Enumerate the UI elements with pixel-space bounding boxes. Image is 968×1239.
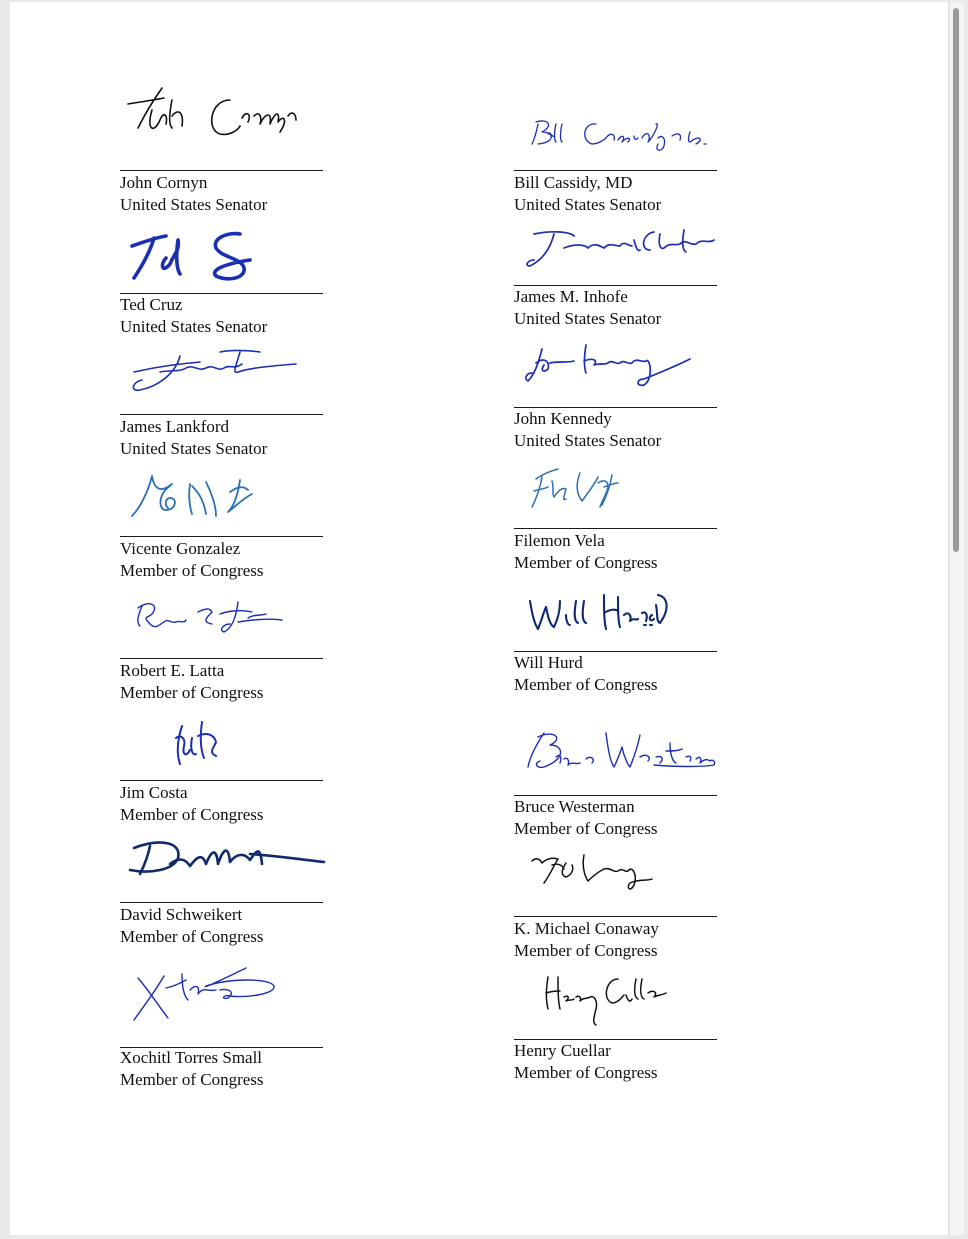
signatory-name: Vicente Gonzalez [120, 539, 241, 558]
signature-image-bill-cassidy [514, 100, 724, 170]
signature-line [120, 780, 323, 781]
signature-line [120, 902, 323, 903]
signatory-title: Member of Congress [120, 1070, 264, 1089]
signature-image-filemon-vela [514, 457, 724, 532]
signatory-name: Jim Costa [120, 783, 188, 802]
signatory-title: Member of Congress [120, 683, 264, 702]
signature-line [120, 414, 323, 415]
signature-block-robert-latta [120, 586, 330, 708]
signatory-name: James M. Inhofe [514, 287, 628, 306]
signature-image-vicente-gonzalez [120, 464, 330, 539]
signature-image-john-cornyn [120, 80, 330, 155]
signature-block-henry-cuellar [514, 965, 724, 1087]
signature-block-james-inhofe [514, 220, 724, 335]
signature-image-henry-cuellar [514, 965, 724, 1040]
signature-block-bill-cassidy [514, 100, 724, 220]
signature-image-jim-costa [120, 708, 330, 783]
signatory-title: Member of Congress [514, 819, 658, 838]
signatory-title: Member of Congress [120, 927, 264, 946]
signature-block-ted-cruz [120, 220, 330, 342]
signature-line [514, 1039, 717, 1040]
signature-block-michael-conaway [514, 843, 724, 965]
signatory-name: David Schweikert [120, 905, 243, 924]
signature-block-jim-costa [120, 708, 330, 830]
signatory-name: Bill Cassidy, MD [514, 173, 633, 192]
signature-image-michael-conaway [514, 843, 724, 918]
signatory-title: United States Senator [514, 431, 662, 450]
signature-image-robert-latta [120, 586, 330, 661]
signature-line [514, 651, 717, 652]
signature-image-bruce-westerman [514, 721, 724, 796]
signature-image-david-schweikert [120, 830, 330, 905]
signatory-name: Will Hurd [514, 653, 583, 672]
signature-line [120, 536, 323, 537]
signature-line [514, 407, 717, 408]
signature-block-xochitl-torres-small [120, 952, 330, 1092]
signatory-name: James Lankford [120, 417, 230, 436]
signatory-title: Member of Congress [120, 805, 264, 824]
signature-block-will-hurd [514, 579, 724, 699]
signatory-name: John Kennedy [514, 409, 612, 428]
signature-line [514, 916, 717, 917]
signature-line [514, 285, 717, 286]
signature-block-james-lankford [120, 342, 330, 464]
signatory-name: John Cornyn [120, 173, 208, 192]
signatory-title: Member of Congress [514, 553, 658, 572]
signatory-title: United States Senator [514, 195, 662, 214]
signatory-title: Member of Congress [514, 675, 658, 694]
signatory-title: United States Senator [120, 195, 268, 214]
signature-block-david-schweikert [120, 830, 330, 952]
signature-image-james-lankford [120, 342, 330, 417]
signatory-title: United States Senator [514, 309, 662, 328]
signatory-name: K. Michael Conaway [514, 919, 659, 938]
signature-block-filemon-vela [514, 457, 724, 579]
signatory-title: United States Senator [120, 317, 268, 336]
signatory-title: Member of Congress [514, 941, 658, 960]
signature-image-will-hurd [514, 579, 724, 654]
signature-block-john-kennedy [514, 335, 724, 457]
signature-block-vicente-gonzalez [120, 464, 330, 586]
signature-image-ted-cruz [120, 220, 330, 295]
signature-line [120, 170, 323, 171]
signature-line [514, 528, 717, 529]
scrollbar-thumb[interactable] [953, 8, 959, 552]
signatory-name: Xochitl Torres Small [120, 1048, 263, 1067]
signature-block-john-cornyn [120, 80, 330, 220]
signatory-name: Ted Cruz [120, 295, 183, 314]
signature-image-xochitl-torres-small [120, 952, 330, 1027]
signature-image-john-kennedy [514, 335, 724, 410]
signatory-name: Filemon Vela [514, 531, 605, 550]
signatory-name: Henry Cuellar [514, 1041, 611, 1060]
signatory-title: Member of Congress [514, 1063, 658, 1082]
signature-line [120, 293, 323, 294]
signatory-title: Member of Congress [120, 561, 264, 580]
signatory-name: Bruce Westerman [514, 797, 635, 816]
signature-line [514, 795, 717, 796]
signature-image-james-inhofe [514, 220, 724, 285]
signatory-name: Robert E. Latta [120, 661, 225, 680]
signature-line [120, 658, 323, 659]
signatory-title: United States Senator [120, 439, 268, 458]
signature-block-bruce-westerman [514, 721, 724, 843]
signature-line [514, 170, 717, 171]
